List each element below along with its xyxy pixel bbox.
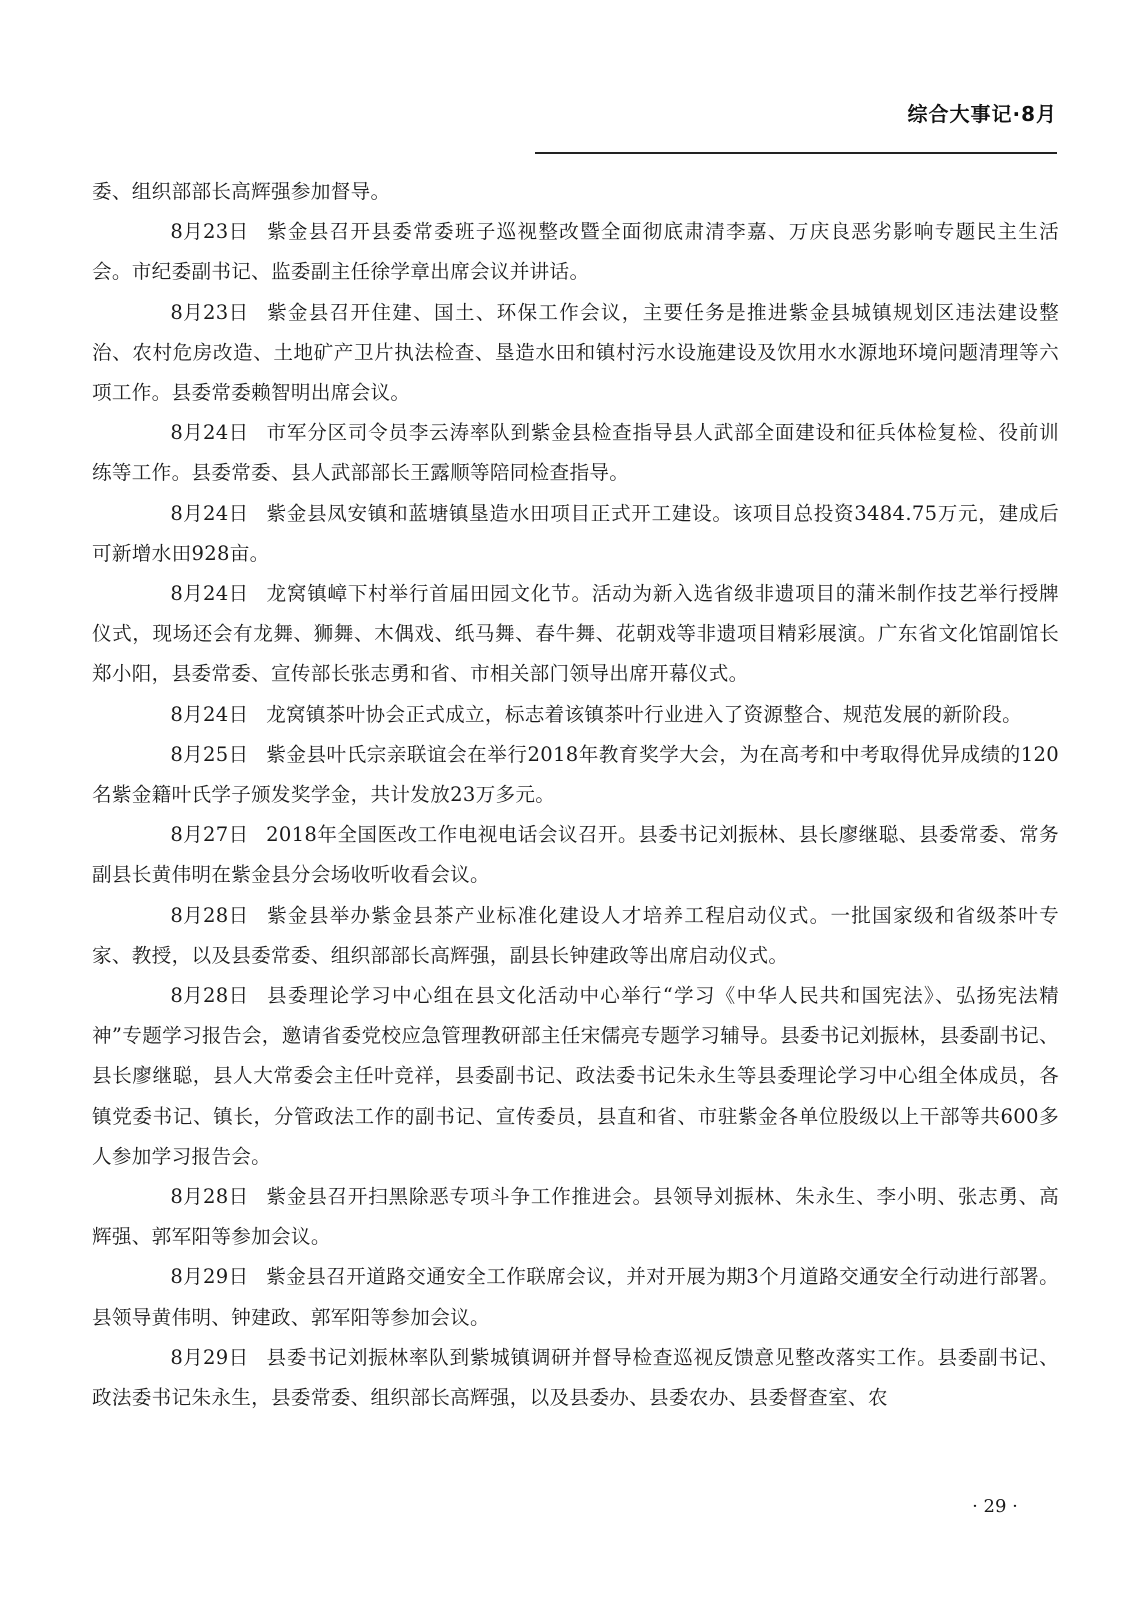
entry-text: 龙窝镇茶叶协会正式成立，标志着该镇茶叶行业进入了资源整合、规范发展的新阶段。 xyxy=(266,702,1023,726)
entry-date: 8月28日 xyxy=(170,984,249,1008)
chronicle-entry xyxy=(92,494,1059,574)
entry-date: 8月25日 xyxy=(170,742,249,766)
entry-date: 8月29日 xyxy=(170,1265,249,1289)
continued-paragraph: 委、组织部部长高辉强参加督导。 xyxy=(92,180,391,203)
entry-text: 龙窝镇嶂下村举行首届田园文化节。活动为新入选省级非遗项目的蒲米制作技艺举行授牌仪式，现场还会有龙舞、狮舞、木偶戏、纸马舞、春牛舞、花朝戏等非遗项目精彩展演。广东省文化馆副馆长郑小阳，县委常委、宣传部长张志勇和省、市相关部门领导出席开幕仪式。 xyxy=(92,582,1059,686)
entry-date: 8月24日 xyxy=(170,501,249,525)
entry-date: 8月29日 xyxy=(170,1345,249,1369)
entry-date: 8月24日 xyxy=(170,582,249,606)
chronicle-body xyxy=(92,172,1059,1418)
entry-text: 紫金县召开道路交通安全工作联席会议，并对开展为期3个月道路交通安全行动进行部署。县领导黄伟明、钟建政、郭军阳等参加会议。 xyxy=(92,1265,1059,1329)
entry-date: 8月28日 xyxy=(170,903,249,927)
entry-text: 2018年全国医改工作电视电话会议召开。县委书记刘振林、县长廖继聪、县委常委、常务副县长黄伟明在紫金县分会场收听收看会议。 xyxy=(92,823,1059,887)
running-header xyxy=(535,98,1057,127)
chronicle-entry xyxy=(92,815,1059,895)
chronicle-entry xyxy=(92,896,1059,976)
entry-list xyxy=(92,212,1059,1418)
entry-text: 紫金县召开县委常委班子巡视整改暨全面彻底肃清李嘉、万庆良恶劣影响专题民主生活会。市纪委副书记、监委副主任徐学章出席会议并讲话。 xyxy=(92,220,1059,284)
entry-text: 县委理论学习中心组在县文化活动中心举行“学习《中华人民共和国宪法》、弘扬宪法精神”专题学习报告会，邀请省委党校应急管理教研部主任宋儒亮专题学习辅导。县委书记刘振林，县委副书记、县长廖继聪，县人大常委会主任叶竞祥，县委副书记、政法委书记朱永生等县委理论学习中心组全体成员，各镇党委书记、镇长，分管政法工作的副书记、宣传委员，县直和省、市驻紫金各单位股级以上干部等共600多人参加学习报告会。 xyxy=(92,984,1059,1168)
header-title: 综合大事记 xyxy=(907,102,1013,126)
chronicle-entry xyxy=(92,1257,1059,1337)
entry-text: 县委书记刘振林率队到紫城镇调研并督导检查巡视反馈意见整改落实工作。县委副书记、政法委书记朱永生，县委常委、组织部长高辉强，以及县委办、县委农办、县委督查室、农 xyxy=(92,1345,1059,1410)
chronicle-entry xyxy=(92,695,1059,735)
chronicle-entry xyxy=(92,1177,1059,1257)
entry-date: 8月23日 xyxy=(170,220,249,244)
entry-date: 8月27日 xyxy=(170,823,249,847)
entry-date: 8月28日 xyxy=(170,1185,249,1209)
entry-date: 8月24日 xyxy=(170,421,249,445)
entry-text: 市军分区司令员李云涛率队到紫金县检查指导县人武部全面建设和征兵体检复检、役前训练等工作。县委常委、县人武部部长王露顺等陪同检查指导。 xyxy=(92,421,1059,485)
entry-date: 8月24日 xyxy=(170,702,249,726)
entry-date: 8月23日 xyxy=(170,300,249,324)
header-separator: · xyxy=(1012,102,1022,126)
chronicle-entry xyxy=(92,212,1059,292)
entry-text: 紫金县举办紫金县茶产业标准化建设人才培养工程启动仪式。一批国家级和省级茶叶专家、教授，以及县委常委、组织部部长高辉强，副县长钟建政等出席启动仪式。 xyxy=(92,903,1059,967)
entry-text: 紫金县召开扫黑除恶专项斗争工作推进会。县领导刘振林、朱永生、李小明、张志勇、高辉强、郭军阳等参加会议。 xyxy=(92,1185,1059,1249)
entry-text: 紫金县召开住建、国土、环保工作会议，主要任务是推进紫金县城镇规划区违法建设整治、农村危房改造、土地矿产卫片执法检查、垦造水田和镇村污水设施建设及饮用水水源地环境问题清理等六项工作。县委常委赖智明出席会议。 xyxy=(92,300,1059,405)
chronicle-entry xyxy=(92,293,1059,414)
chronicle-entry xyxy=(92,574,1059,695)
header-rule xyxy=(535,152,1057,154)
chronicle-entry xyxy=(92,735,1059,815)
page-number: · 29 · xyxy=(972,1496,1018,1517)
header-month: 8月 xyxy=(1021,102,1057,126)
chronicle-entry xyxy=(92,976,1059,1177)
entry-text: 紫金县凤安镇和蓝塘镇垦造水田项目正式开工建设。该项目总投资3484.75万元，建成后可新增水田928亩。 xyxy=(92,501,1059,565)
entry-text: 紫金县叶氏宗亲联谊会在举行2018年教育奖学大会，为在高考和中考取得优异成绩的120名紫金籍叶氏学子颁发奖学金，共计发放23万多元。 xyxy=(92,742,1059,807)
chronicle-entry xyxy=(92,413,1059,493)
chronicle-entry xyxy=(92,1338,1059,1418)
